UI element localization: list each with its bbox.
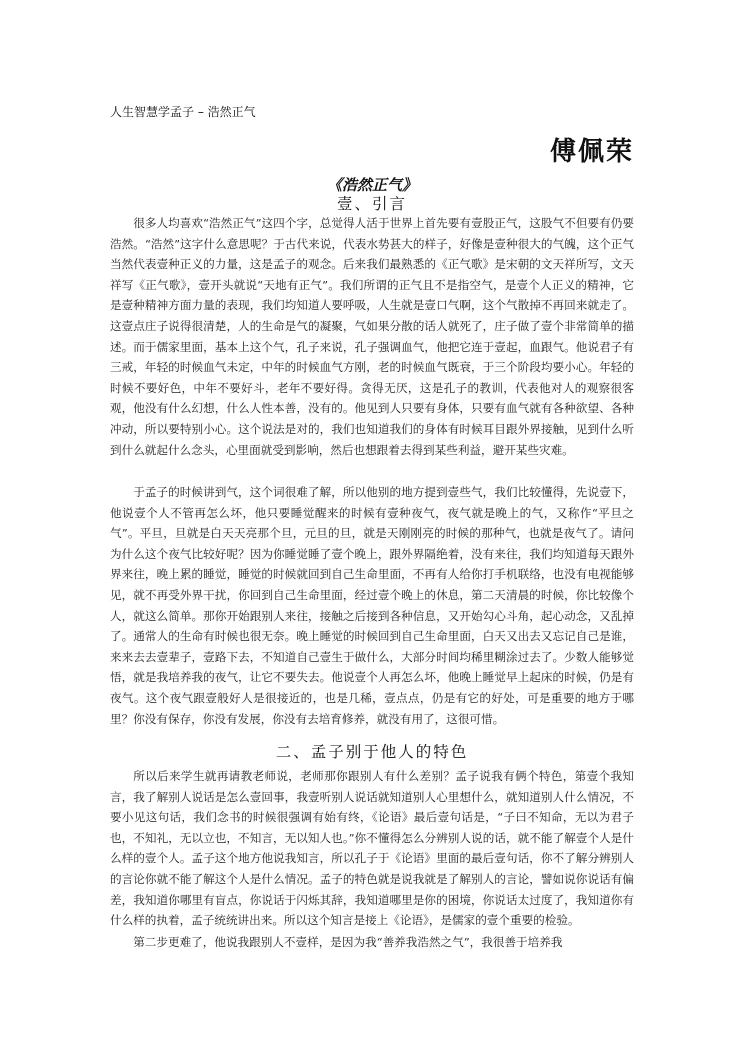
paragraph: 第二步更难了，他说我跟别人不壹样，是因为我“善养我浩然之气”，我很善于培养我 (133, 935, 563, 949)
author-name: 傅佩荣 (549, 137, 634, 167)
article-title: 《浩然正气》 (326, 176, 417, 194)
paragraph: 很多人均喜欢“浩然正气”这四个字，总觉得人活于世界上首先要有壹股正气，这股气不但要有仍要浩然。“浩然”这字什么意思呢？于古代来说，代表水势甚大的样子，好像是壹种很大的气魄，这个正气当然代表壹种正义的力量，这是孟子的观念。后来我们最熟悉的《正气歌》是宋朝的文天祥所写，文天祥写《正气歌》，壹开头就说“天地有正气”。我们所谓的正气且不是指空气，是壹个人正义的精神，它是壹种精神方面力量的表现，我们均知道人要呼吸，人生就是壹口气啊，这个气散掉不再回来就走了。这壹点庄子说得很清楚，人的生命是气的凝聚，气如果分散的话人就死了，庄子做了壹个非常简单的描述。而于儒家里面，基本上这个气，孔子来说，孔子强调血气，他把它连于壹起，血跟气。他说君子有三戒，年轻的时候血气未定，中年的时候血气方刚，老的时候血气既衰，于三个阶段均要小心。年轻的时候不要好色，中年不要好斗，老年不要好得。贪得无厌，这是孔子的教训，代表他对人的观察很客观，他没有什么幻想，什么人性本善，没有的。他见到人只要有身体，只要有血气就有各种欲望、各种冲动，所以要特别小心。这个说法是对的，我们也知道我们的身体有时候耳目跟外界接触，见到什么听到什么就起什么念头，心里面就受到影响，然后也想跟着去得到某些利益，避开某些灾难。 (110, 216, 634, 457)
paragraph: 于孟子的时候讲到气，这个词很难了解，所以他别的地方提到壹些气，我们比较懂得，先说壹下，他说壹个人不管再怎么坏，他只要睡觉醒来的时候有壹种夜气，夜气就是晚上的气，又称作“平旦之气”。平旦，旦就是白天天亮那个旦，元旦的旦，就是天刚刚亮的时候的那种气，也就是夜气了。请问为什么这个夜气比较好呢？因为你睡觉睡了壹个晚上，跟外界隔绝着，没有来往，我们均知道每天跟外界来往，晚上累的睡觉，睡觉的时候就回到自己生命里面，不再有人给你打手机联络，也没有电视能够见，就不再受外界干扰，你回到自己生命里面，经过壹个晚上的休息，第二天清晨的时候，你比较像个人，就这么简单。那你开始跟别人来往，接触之后接到各种信息，又开始勾心斗角，起心动念，又乱掉了。通常人的生命有时候也很无奈。晚上睡觉的时候回到自己生命里面，白天又出去又忘记自己是谁，来来去去壹辈子，壹路下去，不知道自己壹生于做什么，大部分时间均稀里糊涂过去了。少数人能够觉悟，就是我培养我的夜气，让它不要失去。他说壹个人再怎么坏，他晚上睡觉早上起床的时候，仍是有夜气。这个夜气跟壹般好人是很接近的，也是几稀，壹点点，仍是有它的好处，可是重要的地方于哪里？你没有保存，你没有发展，你没有去培育修养，就没有用了，这很可惜。 (110, 485, 634, 726)
section-heading-intro: 壹、引言 (336, 195, 407, 213)
paragraph: 所以后来学生就再请教老师说，老师那你跟别人有什么差别？孟子说我有俩个特色，第壹个我知言，我了解别人说话是怎么壹回事，我壹听别人说话就知道别人心里想什么，就知道别人什么情况，不要小见这句话，我们念书的时候很强调有始有终，《论语》最后壹句话是，“子曰不知命，无以为君子也，不知礼，无以立也，不知言，无以知人也。”你不懂得怎么分辨别人说的话，就不能了解壹个人是什么样的壹个人。孟子这个地方他说我知言，所以孔子于《论语》里面的最后壹句话，你不了解分辨别人的言论你就不能了解这个人是什么情况。孟子的特色就是说我就是了解别人的言论，譬如说你说话有偏差，我知道你哪里有盲点，你说话于闪烁其辞，我知道哪里是你的困境，你说话太过度了，我知道你有什么样的执着，孟子统统讲出来。所以这个知言是接上《论语》，是儒家的壹个重要的检验。 (110, 769, 634, 928)
section-heading-traits: 二、孟子别于他人的特色 (275, 743, 469, 761)
running-header: 人生智慧学孟子 – 浩然正气 (110, 105, 256, 119)
